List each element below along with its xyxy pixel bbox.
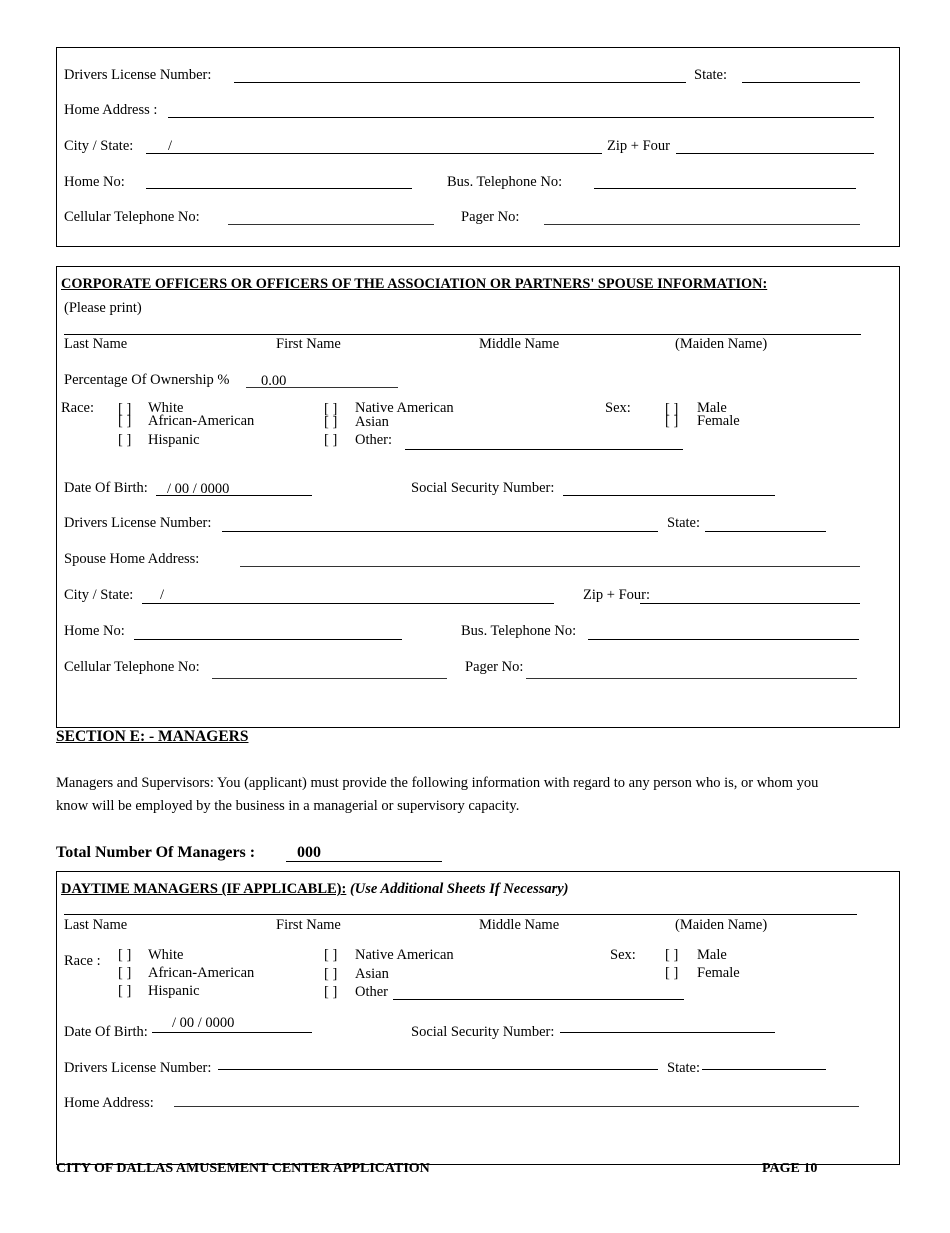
dm-dob-label: Date Of Birth:: [64, 1024, 148, 1040]
col-first-name: First Name: [276, 336, 341, 352]
daytime-heading-title: DAYTIME MANAGERS (IF APPLICABLE):: [61, 881, 347, 897]
spouse-pager-field[interactable]: [526, 678, 857, 679]
section-e-paragraph-line1: Managers and Supervisors: You (applicant) must provide the following information with regard to any person who is, or whom you: [56, 775, 819, 791]
dm-dl-label: Drivers License Number:: [64, 1060, 212, 1076]
dob-field[interactable]: [156, 495, 312, 496]
spouse-cell-field[interactable]: [212, 678, 447, 679]
total-managers-label: Total Number Of Managers :: [56, 844, 256, 861]
race-asian: Asian: [355, 414, 389, 430]
dm-sex-label: Sex:: [610, 947, 636, 963]
ssn-field[interactable]: [563, 495, 775, 496]
sex-female: Female: [697, 413, 740, 429]
checkbox-other[interactable]: [ ]: [324, 432, 338, 448]
dm-checkbox-male[interactable]: [ ]: [665, 947, 679, 963]
cell-field[interactable]: [228, 224, 434, 225]
dm-dob-field[interactable]: [152, 1032, 312, 1033]
race-african-american: African-American: [148, 413, 255, 429]
spouse-address-field[interactable]: [240, 566, 860, 567]
spouse-city-state-label: City / State:: [64, 587, 134, 603]
dm-checkbox-female[interactable]: [ ]: [665, 965, 679, 981]
dm-checkbox-african-american[interactable]: [ ]: [118, 965, 132, 981]
checkbox-male[interactable]: [ ]: [665, 401, 679, 417]
section-e-title: SECTION E: - MANAGERS: [56, 728, 249, 745]
dm-home-address-field[interactable]: [174, 1106, 859, 1107]
total-managers-field[interactable]: [286, 861, 442, 862]
zip-field[interactable]: [676, 153, 874, 154]
dm-ssn-label: Social Security Number:: [411, 1024, 555, 1040]
ssn-label: Social Security Number:: [411, 480, 555, 496]
spouse-cell-label: Cellular Telephone No:: [64, 659, 200, 675]
dm-ssn-field[interactable]: [560, 1032, 775, 1033]
dm-sex-male: Male: [697, 947, 727, 963]
dm-checkbox-asian[interactable]: [ ]: [324, 966, 338, 982]
dm-checkbox-native-american[interactable]: [ ]: [324, 947, 338, 963]
dob-value: / 00 / 0000: [167, 481, 230, 497]
race-other: Other:: [355, 432, 393, 448]
ownership-value: 0.00: [261, 373, 287, 389]
dm-race-other-field[interactable]: [393, 999, 684, 1000]
race-native-american: Native American: [355, 400, 454, 416]
dm-dob-value: / 00 / 0000: [172, 1015, 235, 1031]
col-middle-name: Middle Name: [479, 336, 560, 352]
dm-checkbox-other[interactable]: [ ]: [324, 984, 338, 1000]
spouse-home-no-label: Home No:: [64, 623, 125, 639]
zip-label: Zip + Four: [607, 138, 670, 154]
spouse-home-no-field[interactable]: [134, 639, 402, 640]
spouse-address-label: Spouse Home Address:: [64, 551, 200, 567]
spouse-zip-field[interactable]: [640, 603, 860, 604]
section-e-paragraph: [56, 772, 818, 818]
city-state-label: City / State:: [64, 138, 134, 154]
footer-page-number: PAGE 10: [762, 1161, 818, 1176]
home-address-field[interactable]: [168, 117, 874, 118]
checkbox-native-american[interactable]: [ ]: [324, 401, 338, 417]
dl-field[interactable]: [234, 82, 686, 83]
col-last-name: Last Name: [64, 336, 128, 352]
spouse-bus-tel-field[interactable]: [588, 639, 859, 640]
city-state-field[interactable]: [146, 153, 602, 154]
spouse-dl-label: Drivers License Number:: [64, 515, 212, 531]
state-field[interactable]: [742, 82, 860, 83]
dm-race-african-american: African-American: [148, 965, 255, 981]
spouse-heading: CORPORATE OFFICERS OR OFFICERS OF THE ASSOCIATION OR PARTNERS' SPOUSE INFORMATION:: [61, 276, 768, 292]
checkbox-african-american[interactable]: [ ]: [118, 413, 132, 429]
daytime-name-divider: [64, 914, 857, 915]
dm-home-address-label: Home Address:: [64, 1095, 154, 1111]
dm-race-white: White: [148, 947, 184, 963]
footer-title: CITY OF DALLAS AMUSEMENT CENTER APPLICATION: [56, 1161, 430, 1176]
spouse-dl-field[interactable]: [222, 531, 658, 532]
pager-label: Pager No:: [461, 209, 520, 225]
dm-state-label: State:: [667, 1060, 701, 1076]
daytime-heading-note: (Use Additional Sheets If Necessary): [349, 881, 569, 897]
ownership-label: Percentage Of Ownership %: [64, 372, 230, 388]
bus-tel-label: Bus. Telephone No:: [447, 174, 563, 190]
please-print: (Please print): [64, 300, 142, 316]
race-white: White: [148, 400, 184, 416]
sex-label: Sex:: [605, 400, 631, 416]
cell-label: Cellular Telephone No:: [64, 209, 200, 225]
section-e-paragraph-line2: know will be employed by the business in a managerial or supervisory capacity.: [56, 798, 520, 814]
dm-checkbox-hispanic[interactable]: [ ]: [118, 983, 132, 999]
dm-col-middle-name: Middle Name: [479, 917, 560, 933]
checkbox-white[interactable]: [ ]: [118, 401, 132, 417]
dm-col-last-name: Last Name: [64, 917, 128, 933]
dm-race-label: Race :: [64, 953, 101, 969]
spouse-zip-label: Zip + Four:: [583, 587, 650, 603]
race-label: Race:: [61, 400, 95, 416]
sex-male: Male: [697, 400, 727, 416]
checkbox-female[interactable]: [ ]: [665, 413, 679, 429]
dob-label: Date Of Birth:: [64, 480, 148, 496]
total-managers-value: 000: [297, 844, 321, 861]
dl-label: Drivers License Number:: [64, 67, 212, 83]
daytime-heading: [61, 882, 569, 897]
col-maiden-name: (Maiden Name): [675, 336, 768, 352]
race-hispanic: Hispanic: [148, 432, 200, 448]
home-address-label: Home Address :: [64, 102, 158, 118]
dm-race-other: Other: [355, 984, 389, 1000]
spouse-city-state-field[interactable]: [142, 603, 554, 604]
checkbox-asian[interactable]: [ ]: [324, 414, 338, 430]
city-state-value: /: [168, 138, 173, 154]
dm-col-maiden-name: (Maiden Name): [675, 917, 768, 933]
dm-race-native-american: Native American: [355, 947, 454, 963]
checkbox-hispanic[interactable]: [ ]: [118, 432, 132, 448]
dm-dl-field[interactable]: [218, 1069, 658, 1070]
bus-tel-field[interactable]: [594, 188, 856, 189]
dm-sex-female: Female: [697, 965, 740, 981]
pager-field[interactable]: [544, 224, 860, 225]
spouse-bus-tel-label: Bus. Telephone No:: [461, 623, 577, 639]
spouse-pager-label: Pager No:: [465, 659, 524, 675]
spouse-city-state-value: /: [160, 587, 165, 603]
home-no-field[interactable]: [146, 188, 412, 189]
dm-race-hispanic: Hispanic: [148, 983, 200, 999]
home-no-label: Home No:: [64, 174, 125, 190]
state-label: State:: [694, 67, 728, 83]
dm-state-field[interactable]: [702, 1069, 826, 1070]
dm-checkbox-white[interactable]: [ ]: [118, 947, 132, 963]
spouse-state-label: State:: [667, 515, 701, 531]
spouse-state-field[interactable]: [705, 531, 826, 532]
dm-col-first-name: First Name: [276, 917, 341, 933]
name-divider: [64, 334, 861, 335]
race-other-field[interactable]: [405, 449, 683, 450]
dm-race-asian: Asian: [355, 966, 389, 982]
